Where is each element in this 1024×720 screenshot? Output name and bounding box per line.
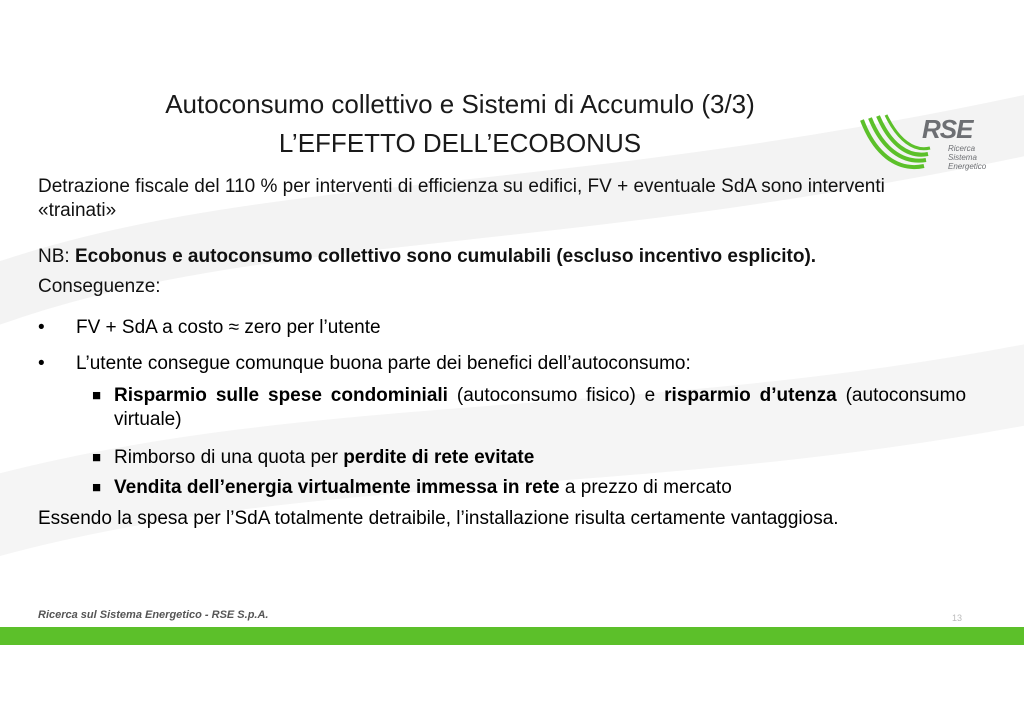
subbullet-text <box>114 476 966 500</box>
slide-subtitle: L’EFFETTO DELL’ECOBONUS <box>278 128 642 158</box>
logo-subtitle-1: Ricerca <box>948 144 976 153</box>
subbullet-bold: Vendita dell’energia virtualmente immessa in rete <box>114 477 560 498</box>
logo-subtitle-3: Energetico <box>948 162 987 171</box>
subbullet-normal: a prezzo di mercato <box>559 477 732 498</box>
nb-prefix: NB: <box>38 246 75 267</box>
logo-text: RSE <box>922 114 973 144</box>
subbullet-normal: (autoconsumo fisico) e <box>447 385 665 406</box>
paragraph-nb <box>38 245 966 269</box>
nb-bold-text: Ecobonus e autoconsumo collettivo sono cumulabili (escluso incentivo esplicito). <box>74 246 817 267</box>
bullet-marker: • <box>38 317 45 338</box>
square-bullet-icon: ■ <box>92 449 102 466</box>
subbullet-normal: (autoconsumo virtuale) <box>114 385 967 430</box>
subbullet-bold: Risparmio sulle spese condominiali <box>114 385 448 406</box>
bullet-text: FV + SdA a costo ≈ zero per l’utente <box>76 317 381 338</box>
footer-text: Ricerca sul Sistema Energetico - RSE S.p.A. <box>38 609 269 621</box>
subbullet-bold: risparmio d’utenza <box>664 385 837 406</box>
subbullet-text <box>114 384 966 432</box>
paragraph-conclusion: Essendo la spesa per l’SdA totalmente detraibile, l’installazione risulta certamente vantaggiosa. <box>38 508 839 529</box>
square-bullet-icon: ■ <box>92 479 102 496</box>
subbullet-text <box>114 446 966 470</box>
page-number: 13 <box>952 613 963 623</box>
logo-subtitle-2: Sistema <box>948 153 977 162</box>
slide-title: Autoconsumo collettivo e Sistemi di Accumulo (3/3) <box>165 89 755 119</box>
subbullet-bold: perdite di rete evitate <box>343 447 535 468</box>
paragraph-detrazione: Detrazione fiscale del 110 % per interventi di efficienza su edifici, FV + eventuale SdA sono interventi «trainati» <box>38 176 885 221</box>
footer-green-bar <box>0 627 1024 645</box>
paragraph-conseguenze: Conseguenze: <box>38 276 161 297</box>
bullet-text: L’utente consegue comunque buona parte dei benefici dell’autoconsumo: <box>76 353 691 374</box>
subbullet-normal: Rimborso di una quota per <box>114 447 344 468</box>
square-bullet-icon: ■ <box>92 387 102 404</box>
bullet-marker: • <box>38 353 45 374</box>
